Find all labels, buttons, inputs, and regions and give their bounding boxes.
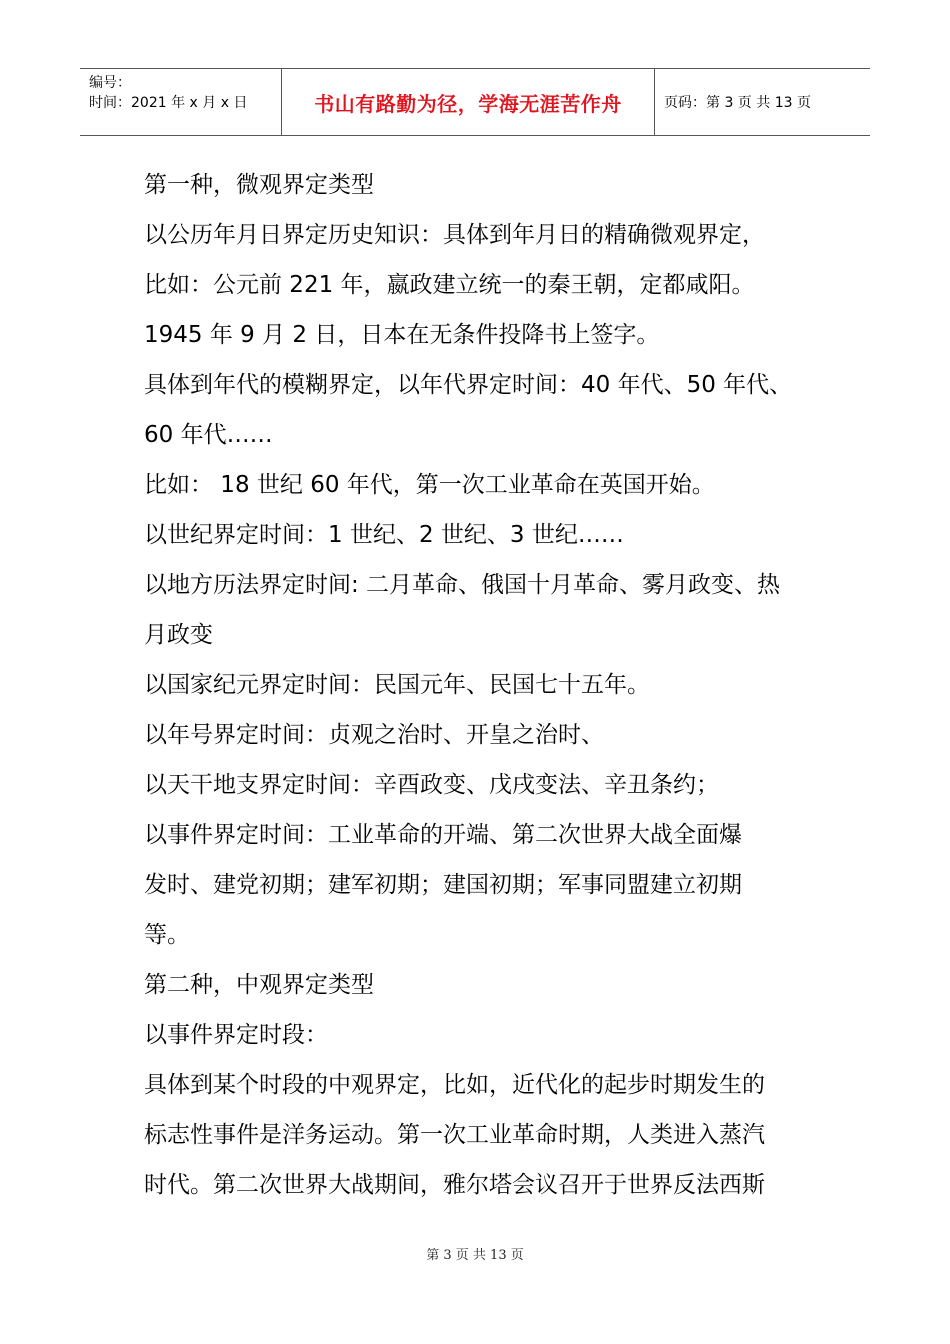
text-line: 以国家纪元界定时间：民国元年、民国七十五年。 (144, 672, 650, 698)
page-header (80, 68, 870, 136)
header-meta (80, 69, 282, 135)
text-line: 以公历年月日界定历史知识：具体到年月日的精确微观界定， (144, 222, 765, 248)
header-motto: 书山有路勤为径，学海无涯苦作舟 (282, 69, 655, 135)
text-line: 等。 (144, 922, 190, 948)
page-footer: 第 3 页 共 13 页 (426, 1248, 524, 1263)
text-line: 发时、建党初期；建军初期；建国初期；军事同盟建立初期 (144, 872, 742, 898)
text-line: 时代。第二次世界大战期间，雅尔塔会议召开于世界反法西斯 (144, 1172, 765, 1198)
text-line: 以世纪界定时间：1 世纪、2 世纪、3 世纪…… (144, 522, 624, 548)
text-line: 比如： 18 世纪 60 年代，第一次工业革命在英国开始。 (144, 472, 715, 498)
doc-code-label: 编号： (89, 75, 131, 91)
text-line: 第二种，中观界定类型 (144, 972, 374, 998)
document-body (144, 160, 844, 1210)
text-line: 月政变 (144, 622, 213, 648)
text-line: 1945 年 9 月 2 日，日本在无条件投降书上签字。 (144, 322, 660, 348)
text-line: 以事件界定时段： (144, 1022, 328, 1048)
text-line: 具体到年代的模糊界定，以年代界定时间：40 年代、50 年代、 (144, 372, 793, 398)
header-page-info: 页码：第 3 页 共 13 页 (664, 95, 811, 111)
text-line: 以年号界定时间：贞观之治时、开皇之治时、 (144, 722, 604, 748)
text-line: 以天干地支界定时间：辛酉政变、戊戌变法、辛丑条约； (144, 772, 719, 798)
text-line: 第一种，微观界定类型 (144, 172, 374, 198)
doc-date: 时间：2021 年 x 月 x 日 (89, 95, 248, 111)
text-line: 以事件界定时间：工业革命的开端、第二次世界大战全面爆 (144, 822, 742, 848)
text-line: 以地方历法界定时间: 二月革命、俄国十月革命、雾月政变、热 (144, 572, 781, 598)
text-line: 比如：公元前 221 年，嬴政建立统一的秦王朝，定都咸阳。 (144, 272, 755, 298)
text-line: 标志性事件是洋务运动。第一次工业革命时期，人类进入蒸汽 (144, 1122, 765, 1148)
text-line: 60 年代…… (144, 422, 273, 448)
text-line: 具体到某个时段的中观界定，比如，近代化的起步时期发生的 (144, 1072, 765, 1098)
